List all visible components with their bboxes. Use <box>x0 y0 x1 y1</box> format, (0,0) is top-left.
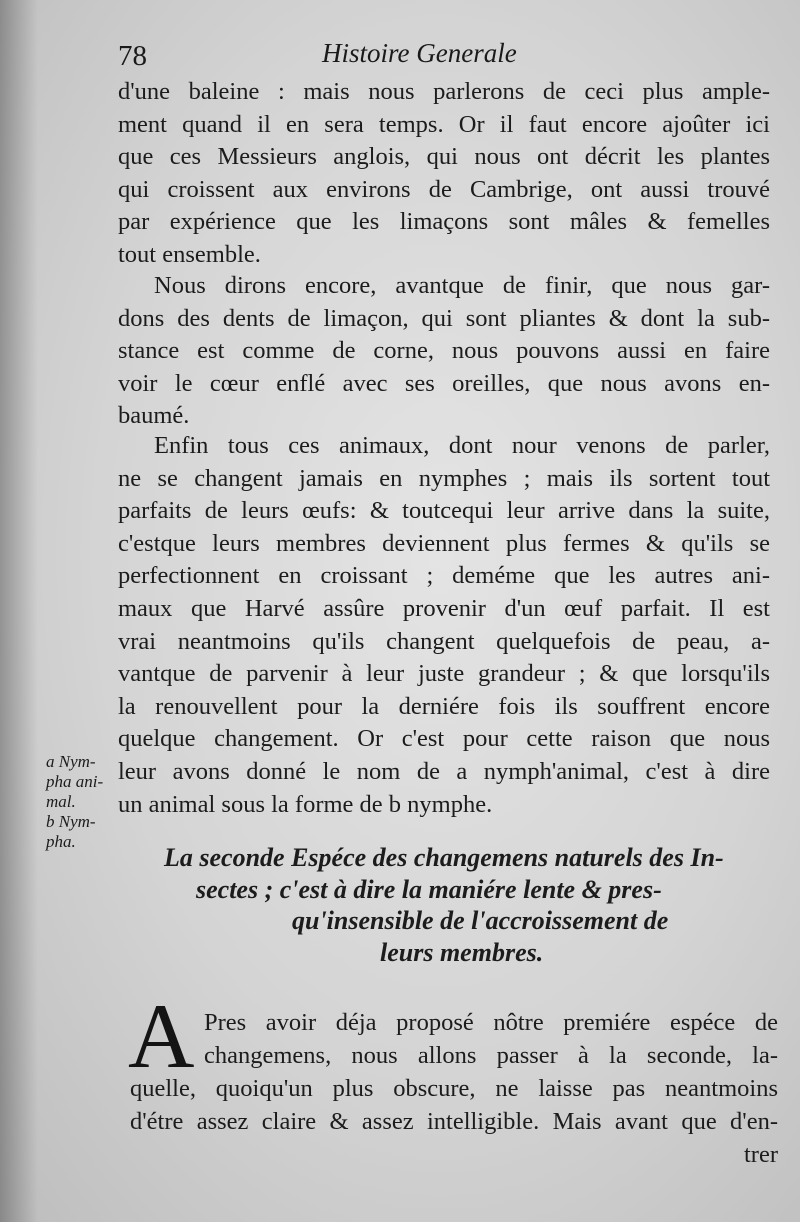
text-line: quelle, quoiqu'un plus obscure, ne laisse pas neantmoins <box>130 1075 778 1102</box>
page-number: 78 <box>118 40 147 72</box>
text-line: quelque changement. Or c'est pour cette raison que nous <box>118 725 770 753</box>
heading-line: sectes ; c'est à dire la maniére lente & pres- <box>196 874 662 904</box>
text-line: voir le cœur enflé avec ses oreilles, que nous avons en- <box>118 369 770 397</box>
text-line: baumé. <box>118 402 190 430</box>
text-line: parfaits de leurs œufs: & toutcequi leur arrive dans la suite, <box>118 497 770 525</box>
text-line: vantque de parvenir à leur juste grandeur ; & que lorsqu'ils <box>118 660 770 688</box>
margin-note-line: pha ani- <box>46 772 104 791</box>
text-line: d'une baleine : mais nous parlerons de ceci plus ample- <box>118 78 770 105</box>
text-line: que ces Messieurs anglois, qui nous ont décrit les plantes <box>118 143 770 171</box>
drop-cap: A <box>128 985 195 1087</box>
text-line: ment quand il en sera temps. Or il faut encore ajoûter ici <box>118 110 770 138</box>
text-line: leur avons donné le nom de a nymph'animal, c'est à dire <box>118 757 770 785</box>
text-line: c'estque leurs membres deviennent plus fermes & qu'ils se <box>118 529 770 557</box>
text-line: ne se changent jamais en nymphes ; mais ils sortent tout <box>118 464 770 492</box>
text-line: stance est comme de corne, nous pouvons aussi en faire <box>118 337 770 365</box>
margin-note-line: mal. <box>46 792 76 811</box>
text-line: changemens, nous allons passer à la seconde, la- <box>204 1042 778 1069</box>
paragraph-3 <box>118 430 770 821</box>
text-line: Nous dirons encore, avantque de finir, que nous gar- <box>154 272 770 299</box>
section-heading <box>150 842 772 968</box>
margin-notes <box>46 752 118 852</box>
text-line: Enfin tous ces animaux, dont nour venons de parler, <box>154 432 770 459</box>
margin-note-line: b Nym- <box>46 812 96 831</box>
text-line: perfectionnent en croissant ; deméme que les autres ani- <box>118 562 770 590</box>
text-line: tout ensemble. <box>118 240 261 268</box>
paragraph-1 <box>118 76 770 272</box>
heading-line: leurs membres. <box>380 937 544 967</box>
heading-line: qu'insensible de l'accroissement de <box>292 906 669 935</box>
text-line: Pres avoir déja proposé nôtre premiére espéce de <box>204 1009 778 1036</box>
text-line: la renouvellent pour la derniére fois ils souffrent encore <box>118 692 770 720</box>
running-head <box>0 32 800 72</box>
text-line: dons des dents de limaçon, qui sont pliantes & dont la sub- <box>118 304 770 332</box>
paragraph-2 <box>118 270 770 433</box>
catchword: trer <box>744 1141 778 1168</box>
text-line: par expérience que les limaçons sont mâles & femelles <box>118 208 770 236</box>
text-line: un animal sous la forme de b nymphe. <box>118 790 493 818</box>
running-title: Histoire Generale <box>322 38 517 68</box>
text-line: vrai neantmoins qu'ils changent quelquefois de peau, a- <box>118 627 770 655</box>
page-gutter-shadow <box>0 0 38 1222</box>
text-line: d'étre assez claire & assez intelligible. Mais avant que d'en- <box>130 1108 778 1135</box>
margin-note-line: a Nym- <box>46 752 96 771</box>
heading-line: La seconde Espéce des changemens naturels des In- <box>164 843 724 872</box>
text-line: qui croissent aux environs de Cambrige, ont aussi trouvé <box>118 175 770 203</box>
text-line: maux que Harvé assûre provenir d'un œuf parfait. Il est <box>118 594 770 622</box>
paragraph-4 <box>130 1006 778 1171</box>
margin-note-line: pha. <box>46 832 76 851</box>
